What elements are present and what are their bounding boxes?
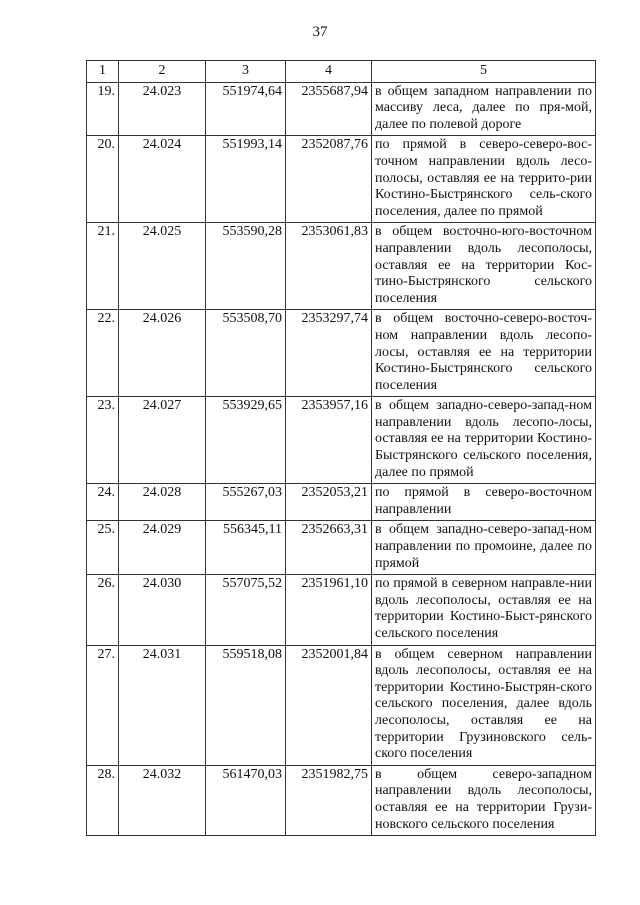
coordinate-x: 553590,28 (206, 223, 286, 310)
point-code: 24.026 (119, 310, 206, 397)
coordinate-x: 553508,70 (206, 310, 286, 397)
header-col-4: 4 (286, 61, 372, 83)
point-code: 24.030 (119, 575, 206, 645)
coordinate-x: 555267,03 (206, 484, 286, 521)
table-row (87, 521, 596, 575)
coordinate-x: 551974,64 (206, 82, 286, 136)
boundary-description: в общем западно-северо-запад-ном направлении по промоине, далее по прямой (372, 521, 596, 575)
coordinate-y: 2353061,83 (286, 223, 372, 310)
table-row (87, 223, 596, 310)
boundary-description: в общем западно-северо-запад-ном направлении вдоль лесопо-лосы, оставляя ее на территории Костино-Быстрянского сельского поселения, далее по прямой (372, 397, 596, 484)
point-code: 24.025 (119, 223, 206, 310)
table-header (87, 61, 596, 83)
coordinate-y: 2352001,84 (286, 645, 372, 765)
row-number: 25. (87, 521, 119, 575)
point-code: 24.027 (119, 397, 206, 484)
boundary-description: в общем восточно-северо-восточ-ном направлении вдоль лесопо-лосы, оставляя ее на территории Костино-Быстрянского сельского поселения (372, 310, 596, 397)
header-col-5: 5 (372, 61, 596, 83)
table-body (87, 82, 596, 836)
point-code: 24.031 (119, 645, 206, 765)
boundary-description: в общем северо-западном направлении вдоль лесополосы, оставляя ее на территории Грузи-новского сельского поселения (372, 765, 596, 835)
coordinate-y: 2352087,76 (286, 136, 372, 223)
row-number: 26. (87, 575, 119, 645)
row-number: 27. (87, 645, 119, 765)
point-code: 24.028 (119, 484, 206, 521)
header-row (87, 61, 596, 83)
boundary-description: по прямой в северном направле-нии вдоль лесополосы, оставляя ее на территории Костино-Быст-рянского сельского поселения (372, 575, 596, 645)
page-number: 37 (312, 24, 328, 40)
row-number: 28. (87, 765, 119, 835)
table-row (87, 575, 596, 645)
table-row (87, 136, 596, 223)
header-col-2: 2 (119, 61, 206, 83)
boundary-description: в общем северном направлении вдоль лесополосы, оставляя ее на территории Костино-Быстрян-ского сельского поселения, далее вдоль лесополосы, оставляя ее на территории Грузиновского сель-ского поселения (372, 645, 596, 765)
row-number: 20. (87, 136, 119, 223)
coordinate-y: 2352053,21 (286, 484, 372, 521)
row-number: 21. (87, 223, 119, 310)
boundary-description: в общем западном направлении по массиву леса, далее по пря-мой, далее по полевой дороге (372, 82, 596, 136)
row-number: 19. (87, 82, 119, 136)
table-row (87, 82, 596, 136)
coordinate-x: 557075,52 (206, 575, 286, 645)
coordinate-y: 2355687,94 (286, 82, 372, 136)
point-code: 24.032 (119, 765, 206, 835)
table-row (87, 765, 596, 835)
table-row (87, 645, 596, 765)
row-number: 23. (87, 397, 119, 484)
coordinate-y: 2353957,16 (286, 397, 372, 484)
coordinate-y: 2351982,75 (286, 765, 372, 835)
row-number: 24. (87, 484, 119, 521)
table-row (87, 484, 596, 521)
header-col-3: 3 (206, 61, 286, 83)
table-row (87, 397, 596, 484)
boundary-description: в общем восточно-юго-восточном направлении вдоль лесополосы, оставляя ее на территории Кос-тино-Быстрянского сельского поселения (372, 223, 596, 310)
boundary-description: по прямой в северо-северо-вос-точном направлении вдоль лесо-полосы, оставляя ее на террито-рии Костино-Быстрянского сель-ского поселения, далее по прямой (372, 136, 596, 223)
boundary-description: по прямой в северо-восточном направлении (372, 484, 596, 521)
coordinate-x: 553929,65 (206, 397, 286, 484)
point-code: 24.029 (119, 521, 206, 575)
coordinate-x: 561470,03 (206, 765, 286, 835)
point-code: 24.023 (119, 82, 206, 136)
coordinate-y: 2353297,74 (286, 310, 372, 397)
coordinate-x: 556345,11 (206, 521, 286, 575)
table-row (87, 310, 596, 397)
boundary-points-table (86, 60, 596, 836)
row-number: 22. (87, 310, 119, 397)
point-code: 24.024 (119, 136, 206, 223)
coordinate-y: 2351961,10 (286, 575, 372, 645)
coordinate-x: 559518,08 (206, 645, 286, 765)
header-col-1: 1 (87, 61, 119, 83)
coordinate-x: 551993,14 (206, 136, 286, 223)
coordinate-y: 2352663,31 (286, 521, 372, 575)
